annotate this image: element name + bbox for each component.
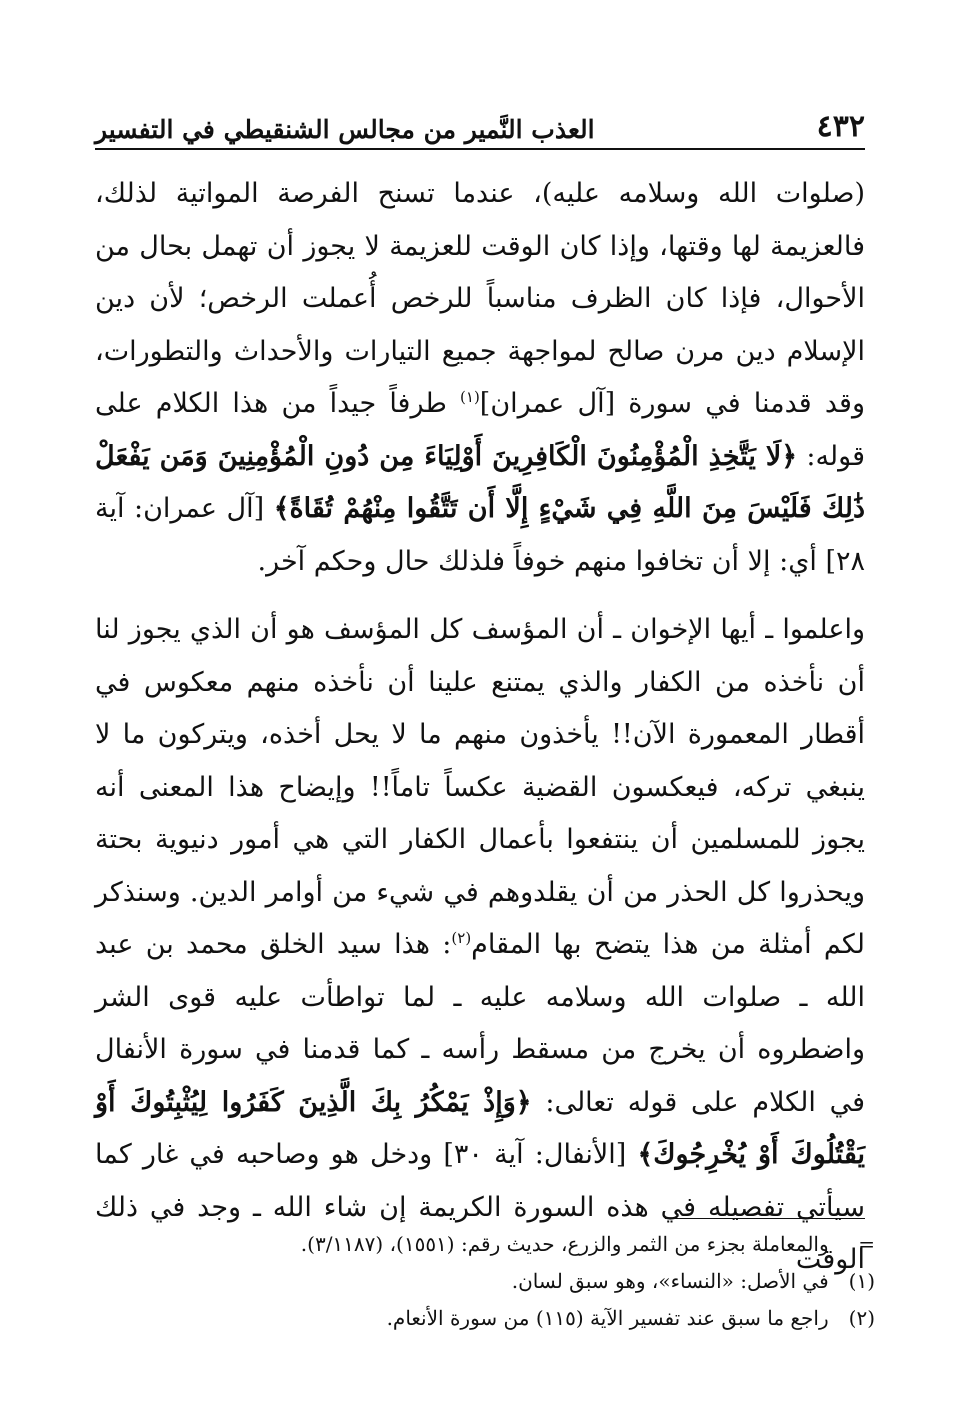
footnote-2-number: (٢) <box>848 1306 875 1330</box>
footnote-2 <box>95 1300 875 1337</box>
paragraph-2-text-b: : هذا سيد الخلق محمد بن عبد الله ـ صلوات الله وسلامه عليه ـ لما تواطأت عليه قوى الشر واضطروه أن يخرج من مسقط رأسه ـ كما قدمنا في سورة الأنفال في الكلام على قوله تعالى: <box>95 929 865 1118</box>
footnote-1-text: في الأصل: «النساء»، وهو سبق لسان. <box>511 1269 829 1293</box>
main-text <box>95 168 865 1287</box>
paragraph-1-text-c: [آل عمران: آية ٢٨] أي: إلا أن تخافوا منهم خوفاً فلذلك حال وحكم آخر. <box>95 493 865 577</box>
header-rule <box>95 148 865 150</box>
quran-verse-anfal-30: ﴿وَإِذْ يَمْكُرُ بِكَ الَّذِينَ كَفَرُوا لِيُثْبِتُوكَ أَوْ يَقْتُلُوكَ أَوْ يُخْرِجُوكَ﴾ <box>95 1086 866 1170</box>
footnote-continuation-mark: = <box>858 1232 875 1256</box>
paragraph-1-text-b: طرفاً جيداً من هذا الكلام على قوله: <box>95 388 865 472</box>
paragraph-2-text-c: [الأنفال: آية ٣٠] ودخل هو وصاحبه في غار كما سيأتي تفصيله في هذه السورة الكريمة إن شاء الله ـ وجد في ذلك الوقت <box>95 1139 865 1275</box>
paragraph-2-text-a: واعلموا ـ أيها الإخوان ـ أن المؤسف كل المؤسف هو أن الذي يجوز لنا أن نأخذه من الكفار والذي يمتنع علينا أن نأخذه منهم معكوس في أقطار المعمورة الآن!! يأخذون منهم ما لا يحل أخذه، ويتركون ما لا ينبغي تركه، فيعكسون القضية عكساً تاماً!! وإيضاح هذا المعنى أنه يجوز للمسلمين أن ينتفعوا بأعمال الكفار التي هي أمور دنيوية بحتة ويحذروا كل الحذر من أن يقلدوهم في شيء من أوامر الدين. وسنذكر لكم أمثلة من هذا يتضح بها المقام <box>95 614 866 960</box>
footnote-1-number: (١) <box>848 1269 875 1293</box>
paragraph-2 <box>95 604 865 1287</box>
page-number: ٤٣٢ <box>816 109 865 144</box>
paragraph-1-text-a: (صلوات الله وسلامه عليه)، عندما تسنح الفرصة المواتية لذلك، فالعزيمة لها وقتها، وإذا كان الوقت للعزيمة لا يجوز أن تهمل بحال من الأحوال، فإذا كان الظرف مناسباً للرخص أُعملت الرخص؛ لأن دين الإسلام دين مرن صالح لمواجهة جميع التيارات والأحداث والتطورات، وقد قدمنا في سورة [آل عمران] <box>95 178 865 419</box>
footnote-continuation-text: والمعاملة بجزء من الثمر والزرع، حديث رقم: (١٥٥١)، (٣/١١٨٧). <box>300 1232 829 1256</box>
footnote-continuation <box>95 1226 875 1263</box>
footnotes <box>95 1226 875 1337</box>
running-title: العذب النَّمير من مجالس الشنقيطي في التفسير <box>95 115 595 144</box>
footnote-2-text: راجع ما سبق عند تفسير الآية (١١٥) من سورة الأنعام. <box>386 1306 829 1330</box>
paragraph-1 <box>95 168 865 588</box>
footnote-rule <box>665 1218 865 1219</box>
footnote-1 <box>95 1263 875 1300</box>
footnote-ref-1: (١) <box>460 388 480 406</box>
running-header <box>95 104 865 144</box>
footnote-ref-2: (٢) <box>451 929 472 947</box>
quran-verse-aal-imran-28: ﴿لَا يَتَّخِذِ الْمُؤْمِنُونَ الْكَافِرِينَ أَوْلِيَاءَ مِن دُونِ الْمُؤْمِنِينَ وَمَن يَفْعَلْ ذَٰلِكَ فَلَيْسَ مِنَ اللَّهِ فِي شَيْءٍ إِلَّا أَن تَتَّقُوا مِنْهُمْ تُقَاةً﴾ <box>95 440 866 524</box>
